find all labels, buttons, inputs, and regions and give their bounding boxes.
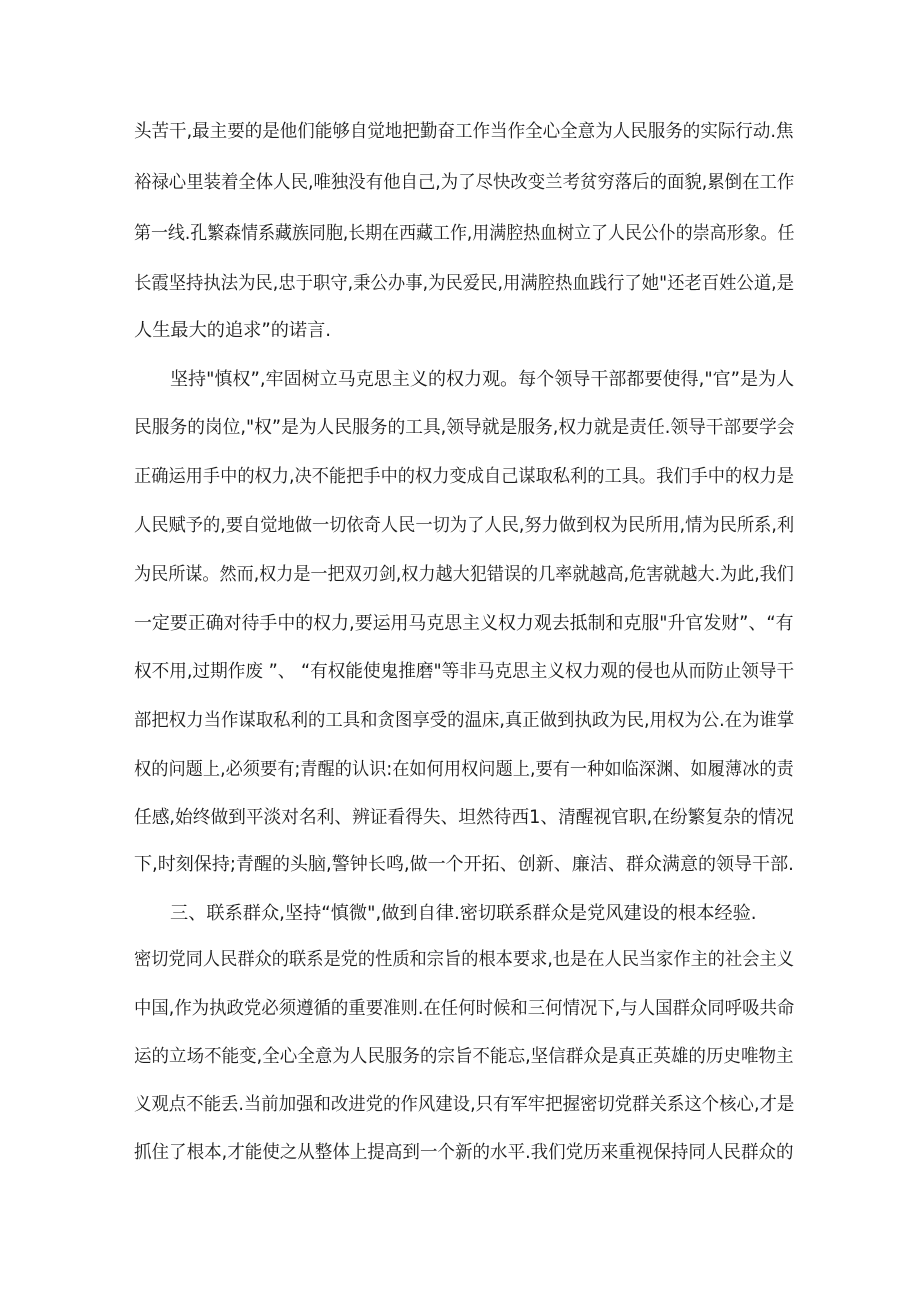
text-line: 正确运用手中的权力,决不能把手中的权力变成自己谋取私利的工具。我们手中的权力是 (134, 466, 794, 487)
text-line: 密切党同人民群众的联系是党的性质和宗旨的根本要求,也是在人民当家作主的社会主义 (134, 949, 794, 970)
text-line: 人生最大的追求”的诺言. (134, 320, 332, 341)
text-line: 权不用,过期作废 ”、 “有权能使鬼推磨"等非马克思主义权力观的侵也从而防止领导干 (134, 661, 795, 682)
text-line: 人民赋予的,要自觉地做一切依奇人民一切为了人民,努力做到权为民所用,情为民所系,利 (134, 515, 795, 536)
text-line: 裕禄心里装着全体人民,唯独没有他自己,为了尽快改变兰考贫穷落后的面貌,累倒在工作 (134, 172, 795, 193)
paragraph-first-line: 坚持"慎权”,牢固树立马克思主义的权力观。每个领导干部都要使得,"官”是为人 (170, 369, 795, 390)
text-line: 一定要正确对待手中的权力,要运用马克思主义权力观去抵制和克服"升官发财”、“有 (134, 613, 794, 634)
text-line: 抓住了根本,才能使之从整体上提高到一个新的水平.我们党历来重视保持同人民群众的 (134, 1142, 794, 1163)
text-line: 义观点不能丢.当前加强和改进党的作风建设,只有军牢把握密切党群关系这个核心,才是 (134, 1094, 795, 1115)
text-line: 部把权力当作谋取私利的工具和贪图享受的温床,真正做到执政为民,用权为公.在为谁掌 (134, 710, 795, 731)
text-line: 下,时刻保持;青醒的头脑,警钟长鸣,做一个开拓、创新、廉洁、群众满意的领导干部. (134, 854, 794, 875)
text-line: 民服务的岗位,"权”是为人民服务的工具,领导就是服务,权力就是责任.领导干部要学会 (134, 417, 795, 438)
text-line: 为民所谋。然而,权力是一把双刃剑,权力越大犯错误的几率就越高,危害就越大.为此,我们 (134, 564, 794, 585)
text-line: 头苦干,最主要的是他们能够自觉地把勤奋工作当作全心全意为人民服务的实际行动.焦 (134, 121, 794, 142)
text-line: 权的问题上,必须要有;青醒的认识:在如何用权问题上,要有一种如临深渊、如履薄冰的责 (134, 759, 794, 780)
text-line: 任感,始终做到平淡对名利、辨证看得失、坦然待西1、清醒视官职,在纷繁复杂的情况 (134, 807, 794, 828)
text-line: 第一线.孔繁森情系藏族同胞,长期在西藏工作,用满腔热血树立了人民公仆的崇高形象。任 (134, 223, 795, 244)
text-line: 运的立场不能变,全心全意为人民服务的宗旨不能忘,坚信群众是真正英雄的历史唯物主 (134, 1046, 794, 1067)
text-line: 中国,作为执政党必须遵循的重要准则.在任何时候和三何情况下,与人国群众同呼吸共命 (134, 998, 795, 1019)
section-heading: 三、联系群众,坚持“慎微",做到自律.密切联系群众是党风建设的根本经验. (170, 903, 757, 924)
text-line: 长霞坚持执法为民,忠于职守,秉公办事,为民爱民,用满腔热血践行了她"还老百姓公道,是 (134, 273, 795, 294)
